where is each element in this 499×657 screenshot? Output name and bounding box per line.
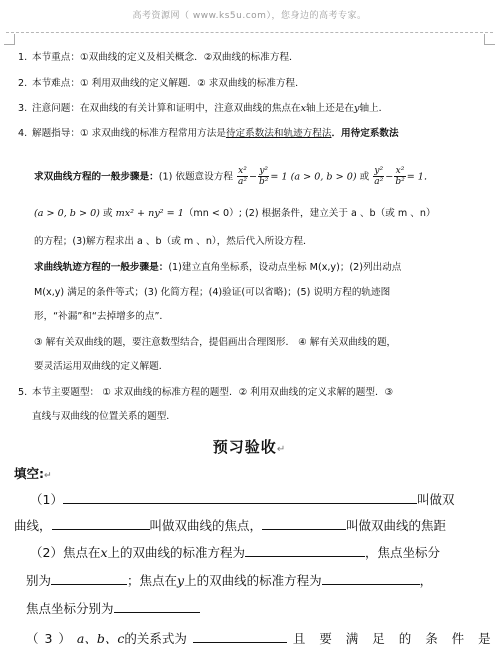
frac-den-b2-b: b² — [395, 177, 405, 187]
item-4-text-a: 解题指导：① 求双曲线的标准方程常用方法是 — [32, 128, 226, 139]
steps2-l1: (1)建立直角坐标系，设动点坐标 M(x,y)；(2)列出动点 — [168, 262, 402, 273]
paragraph-mark-icon: ↵ — [44, 471, 52, 481]
item-4 — [18, 128, 399, 140]
q2-blank-1[interactable] — [245, 544, 365, 557]
steps2-label: 求曲线轨迹方程的一般步骤是： — [34, 262, 169, 273]
item-3-text-b: 轴上还是在 — [306, 103, 355, 114]
item-5-number: 5. — [18, 387, 28, 398]
q1-blank-3[interactable] — [262, 517, 346, 530]
item-3 — [18, 103, 388, 115]
q2-number: （2） — [30, 545, 63, 560]
frac-x2-b2 — [394, 166, 405, 187]
frac-y2-b2 — [258, 166, 269, 187]
steps1-line2a: (a > 0, b > 0) — [34, 208, 100, 219]
crop-mark-top-left — [4, 34, 15, 45]
q2-line2 — [26, 572, 432, 589]
steps1-line2c: mx² + ny² = 1 — [115, 208, 184, 219]
item-4-method: 待定系数法和轨迹方程法 — [225, 128, 332, 139]
item-3-text-c: 轴上． — [359, 103, 389, 114]
section-title-text: 预习验收 — [212, 438, 277, 456]
page-header: 高考资源网（ www.ks5u.com），您身边的高考专家。 — [132, 11, 367, 21]
q3-blank-1[interactable] — [193, 630, 287, 643]
q2-line3 — [26, 600, 200, 617]
steps2-line3: 形，“补漏”和“去掉增多的点”． — [34, 311, 170, 322]
item-2-number: 2. — [18, 78, 28, 89]
fill-label-text: 填空: — [14, 466, 44, 481]
q1-line2 — [14, 517, 446, 534]
frac-num-y2: y² — [259, 166, 269, 176]
q2-t6: 上的双曲线的标准方程为 — [184, 573, 322, 588]
steps1-or: 或 — [359, 171, 370, 183]
q2-y: y — [177, 573, 185, 588]
q1-line1 — [30, 491, 454, 508]
frac-num-x2: x² — [238, 166, 247, 176]
item-2 — [18, 78, 305, 90]
q2-t7: ， — [419, 573, 433, 588]
steps1-line2 — [34, 208, 436, 220]
q2-t1: 焦点在 — [62, 545, 101, 560]
item-3-number: 3. — [18, 103, 28, 114]
steps1-line3: 的方程；(3)解方程求出 a 、b（或 m 、n），然后代入所设方程． — [34, 236, 313, 247]
frac-den-a2: a² — [237, 177, 247, 187]
item-1-number: 1. — [18, 52, 28, 63]
paragraph-mark-icon: ↵ — [276, 444, 287, 455]
q2-blank-2[interactable] — [51, 572, 127, 585]
frac-num-x2-b: x² — [395, 166, 405, 176]
item-1 — [18, 52, 299, 64]
q1-t1: 叫做双 — [416, 492, 455, 507]
q2-t3: ，焦点坐标分 — [365, 545, 441, 560]
steps1-t1: (1) 依题意设方程 — [158, 171, 233, 183]
frac-num-y2-b: y² — [374, 166, 384, 176]
steps1-eq1: = 1 (a > 0, b > 0) — [270, 171, 357, 183]
q3-number: （ 3 ） — [26, 631, 71, 646]
section-title — [0, 436, 499, 457]
item-2-text: 本节难点：① 利用双曲线的定义解题．② 求双曲线的标准方程． — [32, 78, 305, 89]
q2-blank-3[interactable] — [322, 572, 420, 585]
frac-den-b2: b² — [259, 177, 269, 187]
frac-x2-a2 — [237, 166, 248, 187]
q1-number: （1） — [30, 492, 63, 507]
item-4-text-b: ．用 — [331, 128, 351, 139]
q2-blank-4[interactable] — [114, 600, 200, 613]
q2-t5: ；焦点在 — [127, 573, 178, 588]
fill-label — [14, 466, 52, 484]
circle-item-line1: ③ 解有关双曲线的题，要注意数型结合，提倡画出合理图形． ④ 解有关双曲线的题， — [34, 337, 397, 348]
frac-den-a2-b: a² — [374, 177, 384, 187]
steps2-line1 — [34, 262, 401, 274]
item-1-text: 本节重点：①双曲线的定义及相关概念．②双曲线的标准方程． — [32, 52, 299, 63]
item-4-number: 4. — [18, 128, 28, 139]
q3-line1 — [26, 630, 495, 647]
circle-item-line2: 要灵活运用双曲线的定义解题． — [34, 361, 169, 372]
steps1-eq2: = 1． — [406, 171, 434, 183]
item-5-l1: 本节主要题型： ① 求双曲线的标准方程的题型．② 利用双曲线的定义求解的题型．③ — [32, 387, 394, 398]
q3-t3: 且 要 满 足 的 条 件 是 — [292, 631, 495, 646]
q3-t1: a、b、c — [76, 631, 125, 646]
item-5-line2: 直线与双曲线的位置关系的题型． — [32, 411, 176, 422]
steps2-line2: M(x,y) 满足的条件等式；(3) 化简方程；(4)验证(可以省略)；(5) 说明方程的轨迹图 — [34, 287, 391, 298]
steps1-line1: 求双曲线方程的一般步骤是：(1) 依题意设方程 $\frac{\text{x²}}{\text{a²}}$ − $\frac{\text{y²}}{\text{b²}}$ = 1 (a > 0, b > 0) 或 $\frac{\text{y²}}{\text{a²}}$ − $\frac{\text{x²}}{\text{b²}}$ = 1． — [34, 166, 434, 187]
q1-blank-1[interactable] — [63, 491, 417, 504]
q2-t4: 别为 — [26, 573, 52, 588]
item-4-method2: 待定系数法 — [350, 128, 399, 139]
item-3-text-a: 注意问题：在双曲线的有关计算和证明中，注意双曲线的焦点在 — [32, 103, 301, 114]
q2-t2: 上的双曲线的标准方程为 — [107, 545, 246, 560]
q2-line1 — [30, 544, 440, 561]
item-3-y: y — [354, 103, 360, 114]
q1-t4: 叫做双曲线的焦距 — [346, 518, 447, 533]
steps1-line2d: （mn < 0）; — [183, 208, 242, 219]
steps1-line2e: (2) 根据条件，建立关于 a 、b（或 m 、n） — [245, 208, 436, 219]
steps1-label: 求双曲线方程的一般步骤是： — [34, 171, 159, 183]
header-divider — [6, 32, 493, 33]
q3-t2: 的关系式为 — [124, 631, 187, 646]
item-5-line1 — [18, 387, 393, 399]
frac-y2-a2 — [373, 166, 384, 187]
steps1-line2b: 或 — [103, 208, 113, 219]
q1-t3: 叫做双曲线的焦点， — [149, 518, 263, 533]
q1-blank-2[interactable] — [52, 517, 150, 530]
item-3-x: x — [300, 103, 307, 114]
q2-x: x — [100, 545, 108, 560]
crop-mark-top-right — [484, 34, 495, 45]
q1-t2: 曲线， — [14, 518, 52, 533]
q2-t8: 焦点坐标分别为 — [26, 601, 114, 616]
